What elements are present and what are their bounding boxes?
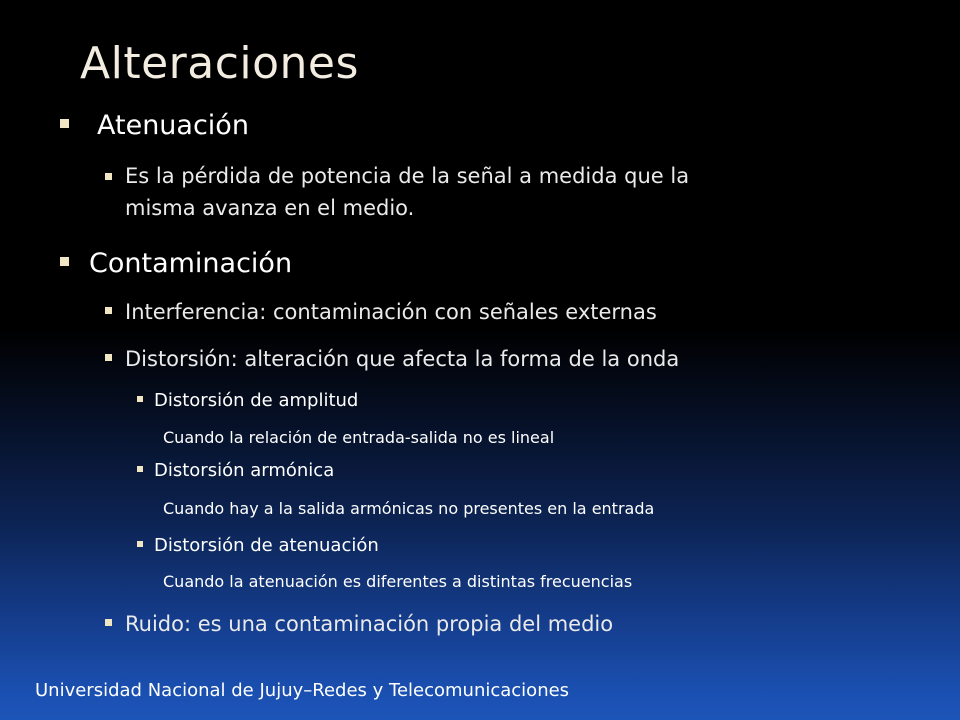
distorsion-item-note: Cuando la relación de entrada-salida no es lineal xyxy=(163,428,555,447)
square-bullet-icon xyxy=(60,119,69,128)
square-bullet-icon xyxy=(137,541,143,547)
bullet-interferencia-text: Interferencia: contaminación con señales externas xyxy=(125,300,657,324)
slide-title: Alteraciones xyxy=(80,38,359,89)
square-bullet-icon xyxy=(137,396,143,402)
distorsion-item-label: Distorsión armónica xyxy=(154,460,335,481)
distorsion-item-note: Cuando hay a la salida armónicas no presentes en la entrada xyxy=(163,499,655,518)
bullet-contaminacion-label: Contaminación xyxy=(89,248,293,279)
atenuacion-definition-line1: Es la pérdida de potencia de la señal a medida que la xyxy=(125,164,690,188)
bullet-interferencia xyxy=(105,296,657,328)
distorsion-item xyxy=(137,535,379,556)
atenuacion-definition-line2: misma avanza en el medio. xyxy=(125,196,415,220)
bullet-distorsion-text: Distorsión: alteración que afecta la forma de la onda xyxy=(125,347,680,371)
bullet-distorsion xyxy=(105,343,679,375)
square-bullet-icon xyxy=(105,307,112,314)
slide-footer: Universidad Nacional de Jujuy–Redes y Telecomunicaciones xyxy=(35,680,570,701)
atenuacion-definition xyxy=(105,160,689,224)
distorsion-item-label: Distorsión de atenuación xyxy=(154,535,379,556)
square-bullet-icon xyxy=(105,354,112,361)
bullet-ruido xyxy=(105,608,613,640)
square-bullet-icon xyxy=(60,257,69,266)
distorsion-item xyxy=(137,390,358,411)
distorsion-item-label: Distorsión de amplitud xyxy=(154,390,359,411)
square-bullet-icon xyxy=(137,466,143,472)
distorsion-item xyxy=(137,460,334,481)
bullet-atenuacion xyxy=(60,110,249,141)
bullet-ruido-text: Ruido: es una contaminación propia del medio xyxy=(125,612,614,636)
square-bullet-icon xyxy=(105,619,112,626)
square-bullet-icon xyxy=(105,173,112,180)
distorsion-item-note: Cuando la atenuación es diferentes a distintas frecuencias xyxy=(163,572,633,591)
bullet-contaminacion xyxy=(60,248,292,279)
bullet-atenuacion-label: Atenuación xyxy=(97,110,249,141)
